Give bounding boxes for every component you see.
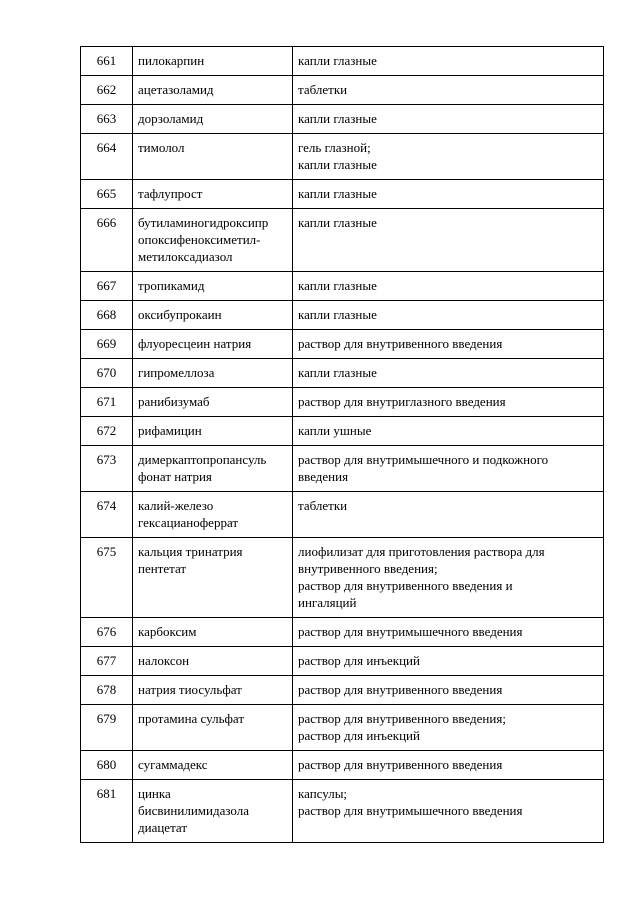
dosage-form: капли глазные	[293, 272, 604, 301]
drug-name: дорзоламид	[133, 105, 293, 134]
row-number: 673	[81, 446, 133, 492]
drug-name: кальция тринатрия пентетат	[133, 538, 293, 618]
drug-name: тафлупрост	[133, 180, 293, 209]
table-row	[81, 492, 604, 538]
drug-name: димеркаптопропансуль фонат натрия	[133, 446, 293, 492]
drug-name: оксибупрокаин	[133, 301, 293, 330]
row-number: 680	[81, 751, 133, 780]
row-number: 668	[81, 301, 133, 330]
row-number: 670	[81, 359, 133, 388]
row-number: 672	[81, 417, 133, 446]
row-number: 681	[81, 780, 133, 843]
drug-name: рифамицин	[133, 417, 293, 446]
dosage-form: раствор для внутримышечного и подкожного введения	[293, 446, 604, 492]
dosage-form: таблетки	[293, 76, 604, 105]
medications-table-body	[81, 47, 604, 843]
dosage-form: раствор для внутривенного введения; раствор для инъекций	[293, 705, 604, 751]
drug-name: ранибизумаб	[133, 388, 293, 417]
row-number: 666	[81, 209, 133, 272]
dosage-form: гель глазной; капли глазные	[293, 134, 604, 180]
row-number: 674	[81, 492, 133, 538]
row-number: 676	[81, 618, 133, 647]
table-row	[81, 647, 604, 676]
dosage-form: капли глазные	[293, 105, 604, 134]
table-row	[81, 618, 604, 647]
dosage-form: капсулы; раствор для внутримышечного введения	[293, 780, 604, 843]
table-row	[81, 272, 604, 301]
table-row	[81, 330, 604, 359]
table-row	[81, 359, 604, 388]
dosage-form: раствор для внутривенного введения	[293, 330, 604, 359]
table-row	[81, 76, 604, 105]
dosage-form: раствор для внутриглазного введения	[293, 388, 604, 417]
dosage-form: капли глазные	[293, 301, 604, 330]
drug-name: цинка бисвинилимидазола диацетат	[133, 780, 293, 843]
table-row	[81, 105, 604, 134]
row-number: 663	[81, 105, 133, 134]
dosage-form: таблетки	[293, 492, 604, 538]
dosage-form: капли глазные	[293, 359, 604, 388]
table-row	[81, 417, 604, 446]
dosage-form: лиофилизат для приготовления раствора для внутривенного введения; раствор для внутривенного введения и ингаляций	[293, 538, 604, 618]
table-row	[81, 134, 604, 180]
dosage-form: раствор для внутривенного введения	[293, 751, 604, 780]
drug-name: протамина сульфат	[133, 705, 293, 751]
row-number: 669	[81, 330, 133, 359]
table-row	[81, 705, 604, 751]
drug-name: калий-железо гексацианоферрат	[133, 492, 293, 538]
drug-name: ацетазоламид	[133, 76, 293, 105]
table-row	[81, 180, 604, 209]
row-number: 671	[81, 388, 133, 417]
table-row	[81, 301, 604, 330]
dosage-form: раствор для инъекций	[293, 647, 604, 676]
row-number: 675	[81, 538, 133, 618]
drug-name: бутиламиногидроксипр опоксифеноксиметил- метилоксадиазол	[133, 209, 293, 272]
table-row	[81, 47, 604, 76]
row-number: 667	[81, 272, 133, 301]
dosage-form: раствор для внутривенного введения	[293, 676, 604, 705]
dosage-form: раствор для внутримышечного введения	[293, 618, 604, 647]
table-row	[81, 751, 604, 780]
drug-name: карбоксим	[133, 618, 293, 647]
dosage-form: капли глазные	[293, 47, 604, 76]
drug-name: тимолол	[133, 134, 293, 180]
drug-name: гипромеллоза	[133, 359, 293, 388]
table-row	[81, 538, 604, 618]
row-number: 679	[81, 705, 133, 751]
row-number: 677	[81, 647, 133, 676]
table-row	[81, 780, 604, 843]
drug-name: пилокарпин	[133, 47, 293, 76]
row-number: 662	[81, 76, 133, 105]
drug-name: налоксон	[133, 647, 293, 676]
table-row	[81, 388, 604, 417]
drug-name: флуоресцеин натрия	[133, 330, 293, 359]
row-number: 664	[81, 134, 133, 180]
dosage-form: капли ушные	[293, 417, 604, 446]
drug-name: сугаммадекс	[133, 751, 293, 780]
table-row	[81, 209, 604, 272]
drug-name: натрия тиосульфат	[133, 676, 293, 705]
row-number: 678	[81, 676, 133, 705]
dosage-form: капли глазные	[293, 180, 604, 209]
dosage-form: капли глазные	[293, 209, 604, 272]
table-row	[81, 446, 604, 492]
table-row	[81, 676, 604, 705]
row-number: 661	[81, 47, 133, 76]
row-number: 665	[81, 180, 133, 209]
drug-name: тропикамид	[133, 272, 293, 301]
medications-table	[80, 46, 604, 843]
